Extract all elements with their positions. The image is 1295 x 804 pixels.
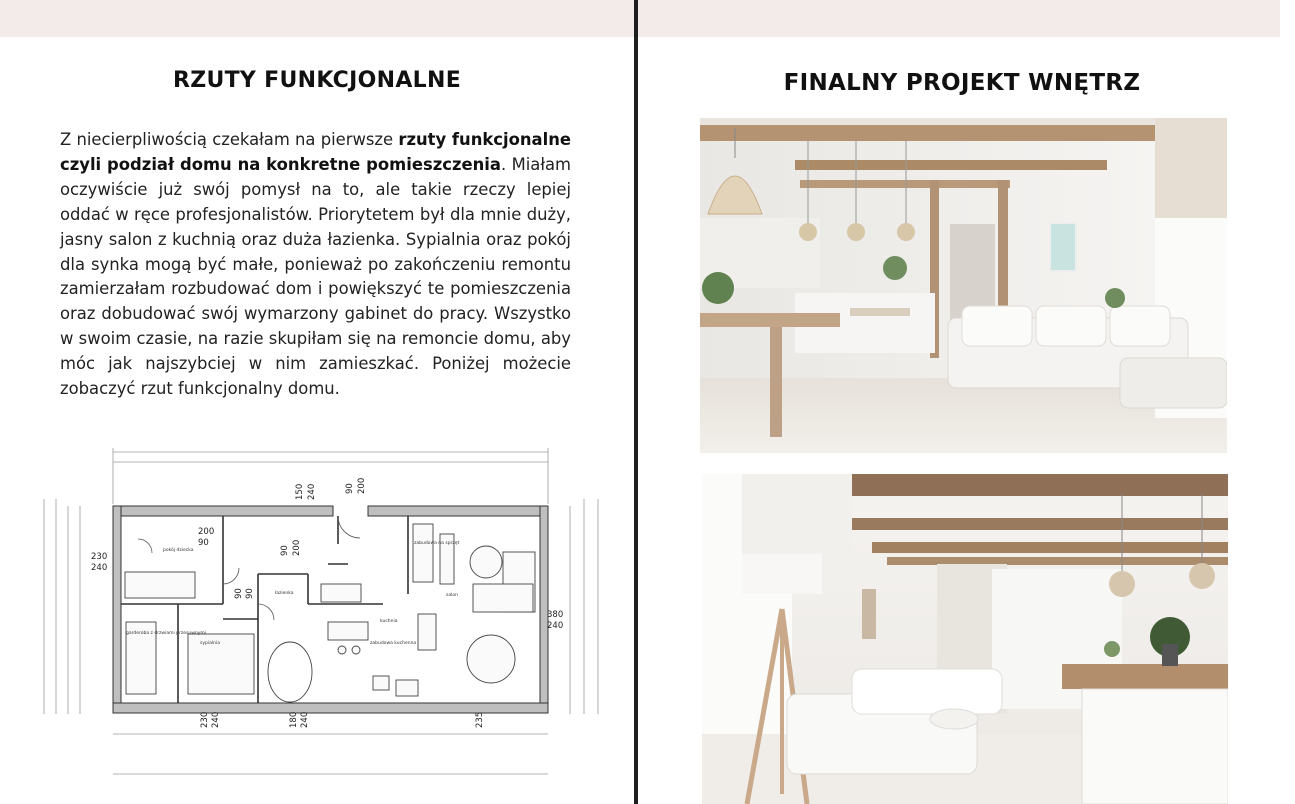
right-page-heading: FINALNY PROJEKT WNĘTRZ <box>783 70 1141 96</box>
dim-bottom-1: 230 <box>200 711 210 728</box>
room-label-equipment: zabudowa na sprzęt <box>414 541 460 546</box>
top-band-right <box>638 0 1280 37</box>
dim-right-1: 380 <box>547 610 564 620</box>
dim-bottom-4: 240 <box>300 711 310 728</box>
intro-paragraph <box>60 128 571 402</box>
dim-left-2: 240 <box>91 563 108 573</box>
dim-inner-5: 90 <box>234 588 244 599</box>
paragraph-bold: rzuty funkcjonalne czyli podział domu na konkretne pomieszczenia <box>60 130 571 174</box>
interior-render-living-room <box>702 474 1228 804</box>
dim-bottom-5: 235 <box>475 711 485 728</box>
page-divider <box>634 0 638 804</box>
paragraph-rest: . Miałam oczywiście już swój pomysł na to, ale takie rzeczy lepiej oddać w ręce profesjonalistów. Priorytetem był dla mnie duży, jasny salon z kuchnią oraz duża łazienka. Sypialnia oraz pokój dla synka mogą być małe, ponieważ po zakończeniu remontu zamierzałam rozbudować dom i powiększyć te pomieszczenia oraz dobudować swój wymarzony gabinet do pracy. Wszystko w swoim czasie, na razie skupiłam się na remoncie domu, aby móc jak najszybciej w nim zamieszkać. Poniżej możecie zobaczyć rzut funkcjonalny domu. <box>60 154 571 399</box>
interior-render-living-kitchen <box>700 118 1227 453</box>
room-label-kids: pokój dziecka <box>163 548 194 553</box>
dim-top-4: 200 <box>357 477 367 494</box>
dim-bottom-3: 180 <box>289 711 299 728</box>
dim-right-2: 240 <box>547 621 564 631</box>
dim-inner-3: 90 <box>280 545 290 556</box>
floor-plan-drawing <box>18 444 620 784</box>
dim-inner-1: 200 <box>198 527 215 537</box>
room-label-bedroom: sypialnia <box>200 641 220 646</box>
dim-top-1: 150 <box>295 483 305 500</box>
dim-bottom-2: 240 <box>211 711 221 728</box>
dim-left-1: 230 <box>91 552 108 562</box>
dim-inner-2: 90 <box>198 538 209 548</box>
room-label-living: salon <box>446 593 458 598</box>
room-label-wardrobe: garderoba z drzwiami przesuwnymi <box>126 631 207 636</box>
top-band-left <box>0 0 634 37</box>
dim-top-3: 90 <box>345 483 355 494</box>
right-margin <box>1280 0 1295 804</box>
dim-inner-4: 200 <box>292 539 302 556</box>
left-page-heading: RZUTY FUNKCJONALNE <box>172 68 462 93</box>
paragraph-intro: Z niecierpliwością czekałam na pierwsze <box>60 130 399 149</box>
room-label-bathroom: łazienka <box>275 591 294 596</box>
dim-top-2: 240 <box>307 483 317 500</box>
room-label-kitchen: kuchnia <box>380 619 398 624</box>
room-label-cabinets: zabudowa kuchenna <box>370 641 417 646</box>
dim-inner-6: 90 <box>245 588 255 599</box>
